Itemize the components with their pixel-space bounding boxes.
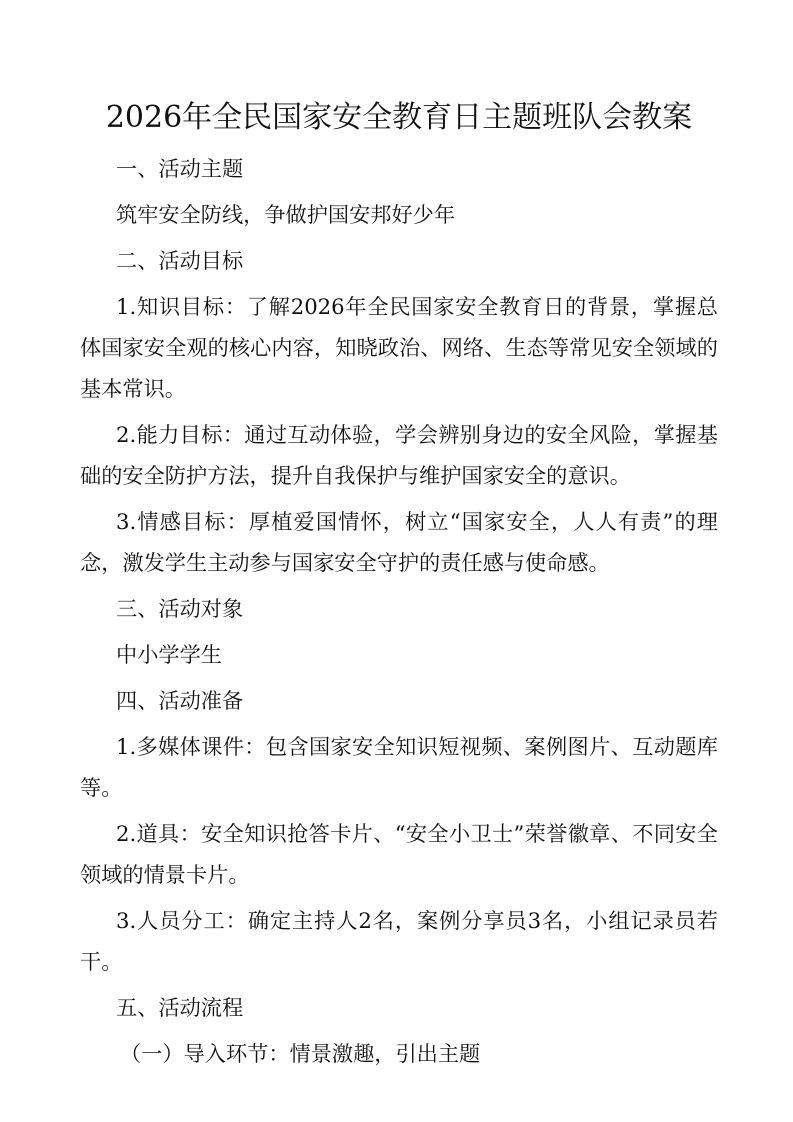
subsection-intro: （一）导入环节：情景激趣，引出主题 bbox=[120, 1041, 481, 1066]
section-heading-goals: 二、活动目标 bbox=[116, 248, 244, 273]
prep-props: 2.道具：安全知识抢答卡片、“安全小卫士”荣誉徽章、不同安全领域的情景卡片。 bbox=[80, 821, 718, 887]
audience-text: 中小学学生 bbox=[116, 642, 222, 667]
document-page bbox=[80, 96, 718, 1079]
document-title: 2026年全民国家安全教育日主题班队会教案 bbox=[105, 100, 693, 135]
goal-ability: 2.能力目标：通过互动体验，学会辨别身边的安全风险，掌握基础的安全防护方法，提升自我保护与维护国家安全的意识。 bbox=[80, 422, 718, 488]
prep-multimedia: 1.多媒体课件：包含国家安全知识短视频、案例图片、互动题库等。 bbox=[80, 734, 718, 800]
section-heading-process: 五、活动流程 bbox=[116, 995, 244, 1020]
goal-emotion: 3.情感目标：厚植爱国情怀，树立“国家安全，人人有责”的理念，激发学生主动参与国家安全守护的责任感与使命感。 bbox=[80, 509, 718, 575]
goal-knowledge: 1.知识目标：了解2026年全民国家安全教育日的背景，掌握总体国家安全观的核心内容，知晓政治、网络、生态等常见安全领域的基本常识。 bbox=[80, 294, 718, 401]
section-heading-audience: 三、活动对象 bbox=[116, 596, 244, 621]
theme-text: 筑牢安全防线，争做护国安邦好少年 bbox=[116, 202, 456, 227]
section-heading-preparation: 四、活动准备 bbox=[116, 688, 244, 713]
prep-staffing: 3.人员分工：确定主持人2名，案例分享员3名，小组记录员若干。 bbox=[80, 908, 718, 974]
section-heading-theme: 一、活动主题 bbox=[116, 156, 244, 181]
